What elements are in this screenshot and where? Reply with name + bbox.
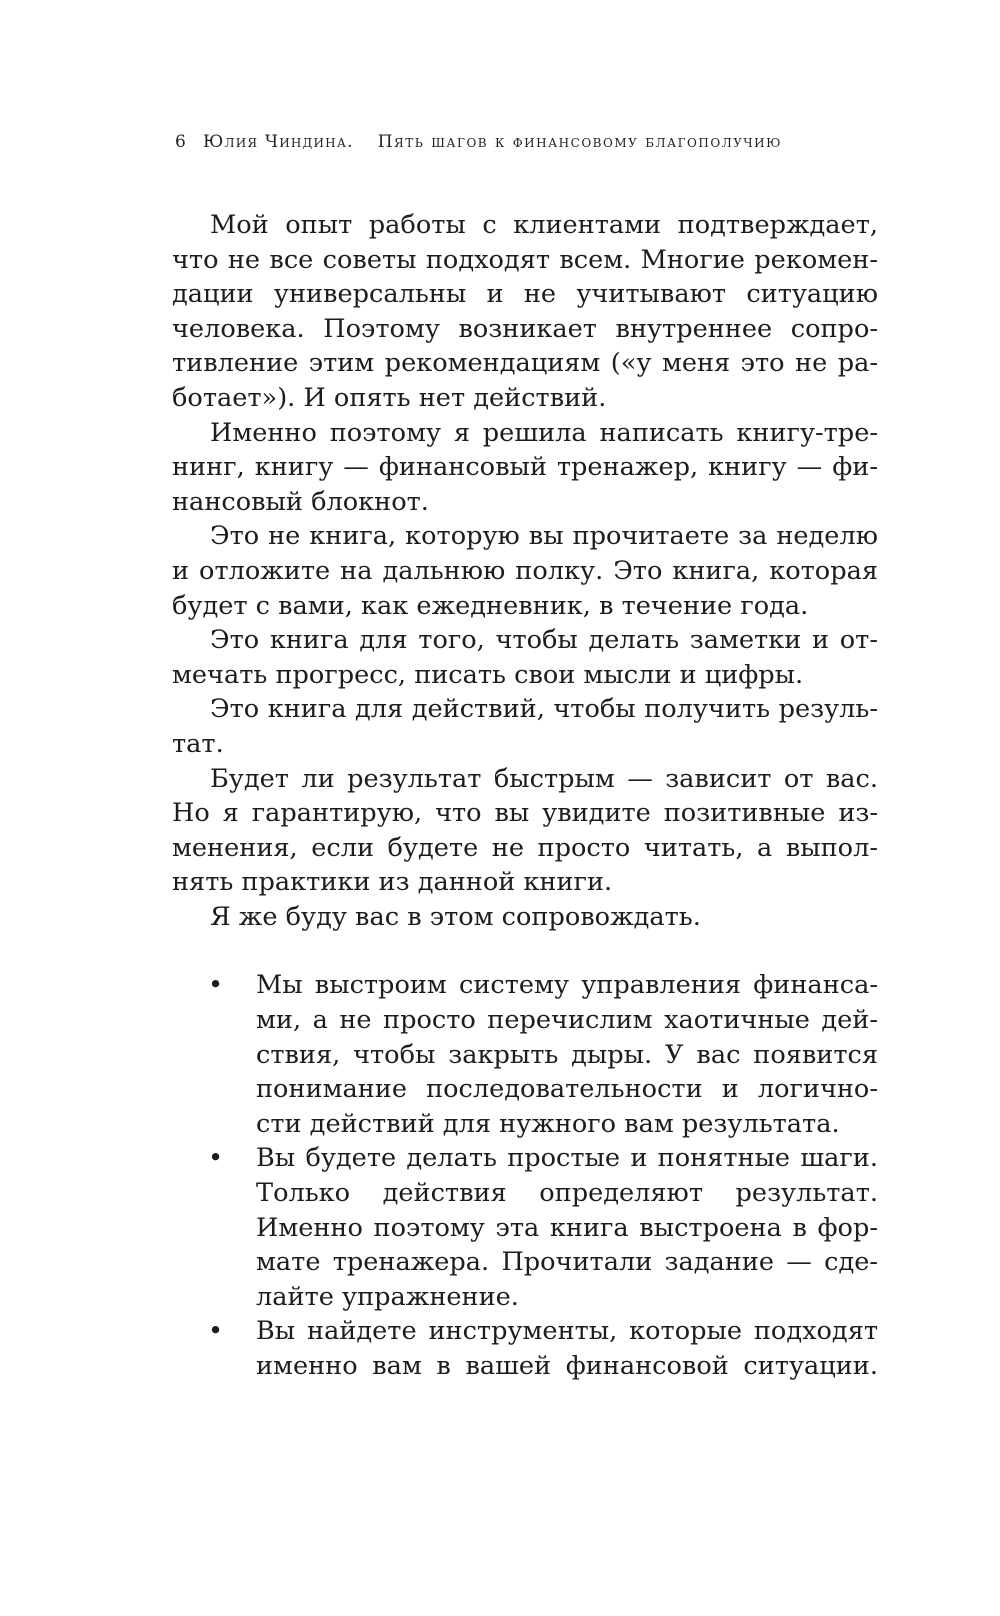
running-header: [175, 132, 875, 152]
text-line: Это книга для того, чтобы делать заметки и от-: [210, 625, 878, 656]
text-line: нять практики из данной книги.: [172, 867, 613, 898]
text-line: Мой опыт работы с клиентами подтверждает,: [210, 210, 878, 240]
text-line: Я же буду вас в этом сопровождать.: [210, 901, 701, 932]
book-title: Пять шагов к финансовому благополучию: [377, 132, 782, 152]
text-line: человека. Поэтому возникает внутреннее сопро-: [172, 313, 878, 344]
text-line: Но я гарантирую, что вы увидите позитивные из-: [172, 798, 878, 829]
text-line: тат.: [172, 728, 224, 759]
paragraph: [172, 900, 878, 935]
text-line: Мы выстроим систему управления финанса-: [256, 970, 878, 1001]
text-line: и отложите на дальнюю полку. Это книга, которая: [172, 555, 878, 586]
author-name: Юлия Чиндина.: [203, 132, 354, 152]
text-line: ми, а не просто перечислим хаотичные дей-: [256, 1005, 878, 1036]
bullet-icon: •: [208, 1316, 224, 1347]
paragraph: [172, 762, 878, 900]
paragraph: [172, 623, 878, 692]
text-line: понимание последовательности и логично-: [256, 1074, 878, 1105]
list-item: [172, 968, 878, 1141]
bullet-icon: •: [208, 1143, 224, 1174]
text-line: нансовый блокнот.: [172, 486, 429, 517]
text-line: дации универсальны и не учитывают ситуацию: [172, 279, 878, 310]
text-line: менения, если будете не просто читать, а выпол-: [172, 832, 878, 863]
text-line: что не все советы подходят всем. Многие рекомен-: [172, 244, 878, 275]
text-line: будет с вами, как ежедневник, в течение года.: [172, 590, 809, 621]
text-line: нинг, книгу — финансовый тренажер, книгу — фи-: [172, 452, 878, 483]
text-line: мечать прогресс, писать свои мысли и цифры.: [172, 659, 804, 690]
text-line: Будет ли результат быстрым — зависит от вас.: [210, 763, 878, 794]
section-spacer: [172, 934, 878, 968]
text-line: Это книга для действий, чтобы получить резуль-: [210, 694, 878, 725]
text-line: лайте упражнение.: [256, 1281, 519, 1312]
paragraph: [172, 208, 878, 416]
text-line: Вы найдете инструменты, которые подходят: [256, 1316, 878, 1347]
text-line: ботает»). И опять нет действий.: [172, 382, 607, 413]
text-line: мате тренажера. Прочитали задание — сде-: [256, 1247, 878, 1278]
paragraph: [172, 416, 878, 520]
body-text: [172, 208, 878, 1384]
paragraph: [172, 692, 878, 761]
text-line: Это не книга, которую вы прочитаете за неделю: [210, 521, 878, 552]
text-line: сти действий для нужного вам результата.: [256, 1108, 840, 1139]
text-line: тивление этим рекомендациям («у меня это не ра-: [172, 348, 878, 379]
bullet-icon: •: [208, 970, 224, 1001]
page-number: 6: [175, 132, 188, 152]
list-item: [172, 1314, 878, 1383]
paragraph: [172, 519, 878, 623]
text-line: ствия, чтобы закрыть дыры. У вас появится: [256, 1039, 878, 1070]
text-line: Именно поэтому эта книга выстроена в фор-: [256, 1212, 878, 1243]
bullet-list: [172, 968, 878, 1383]
text-line: Только действия определяют результат.: [256, 1178, 878, 1209]
text-line: именно вам в вашей финансовой ситуации.: [256, 1351, 878, 1381]
list-item: [172, 1141, 878, 1314]
text-line: Вы будете делать простые и понятные шаги.: [256, 1143, 878, 1174]
text-line: Именно поэтому я решила написать книгу-тре-: [210, 417, 878, 448]
